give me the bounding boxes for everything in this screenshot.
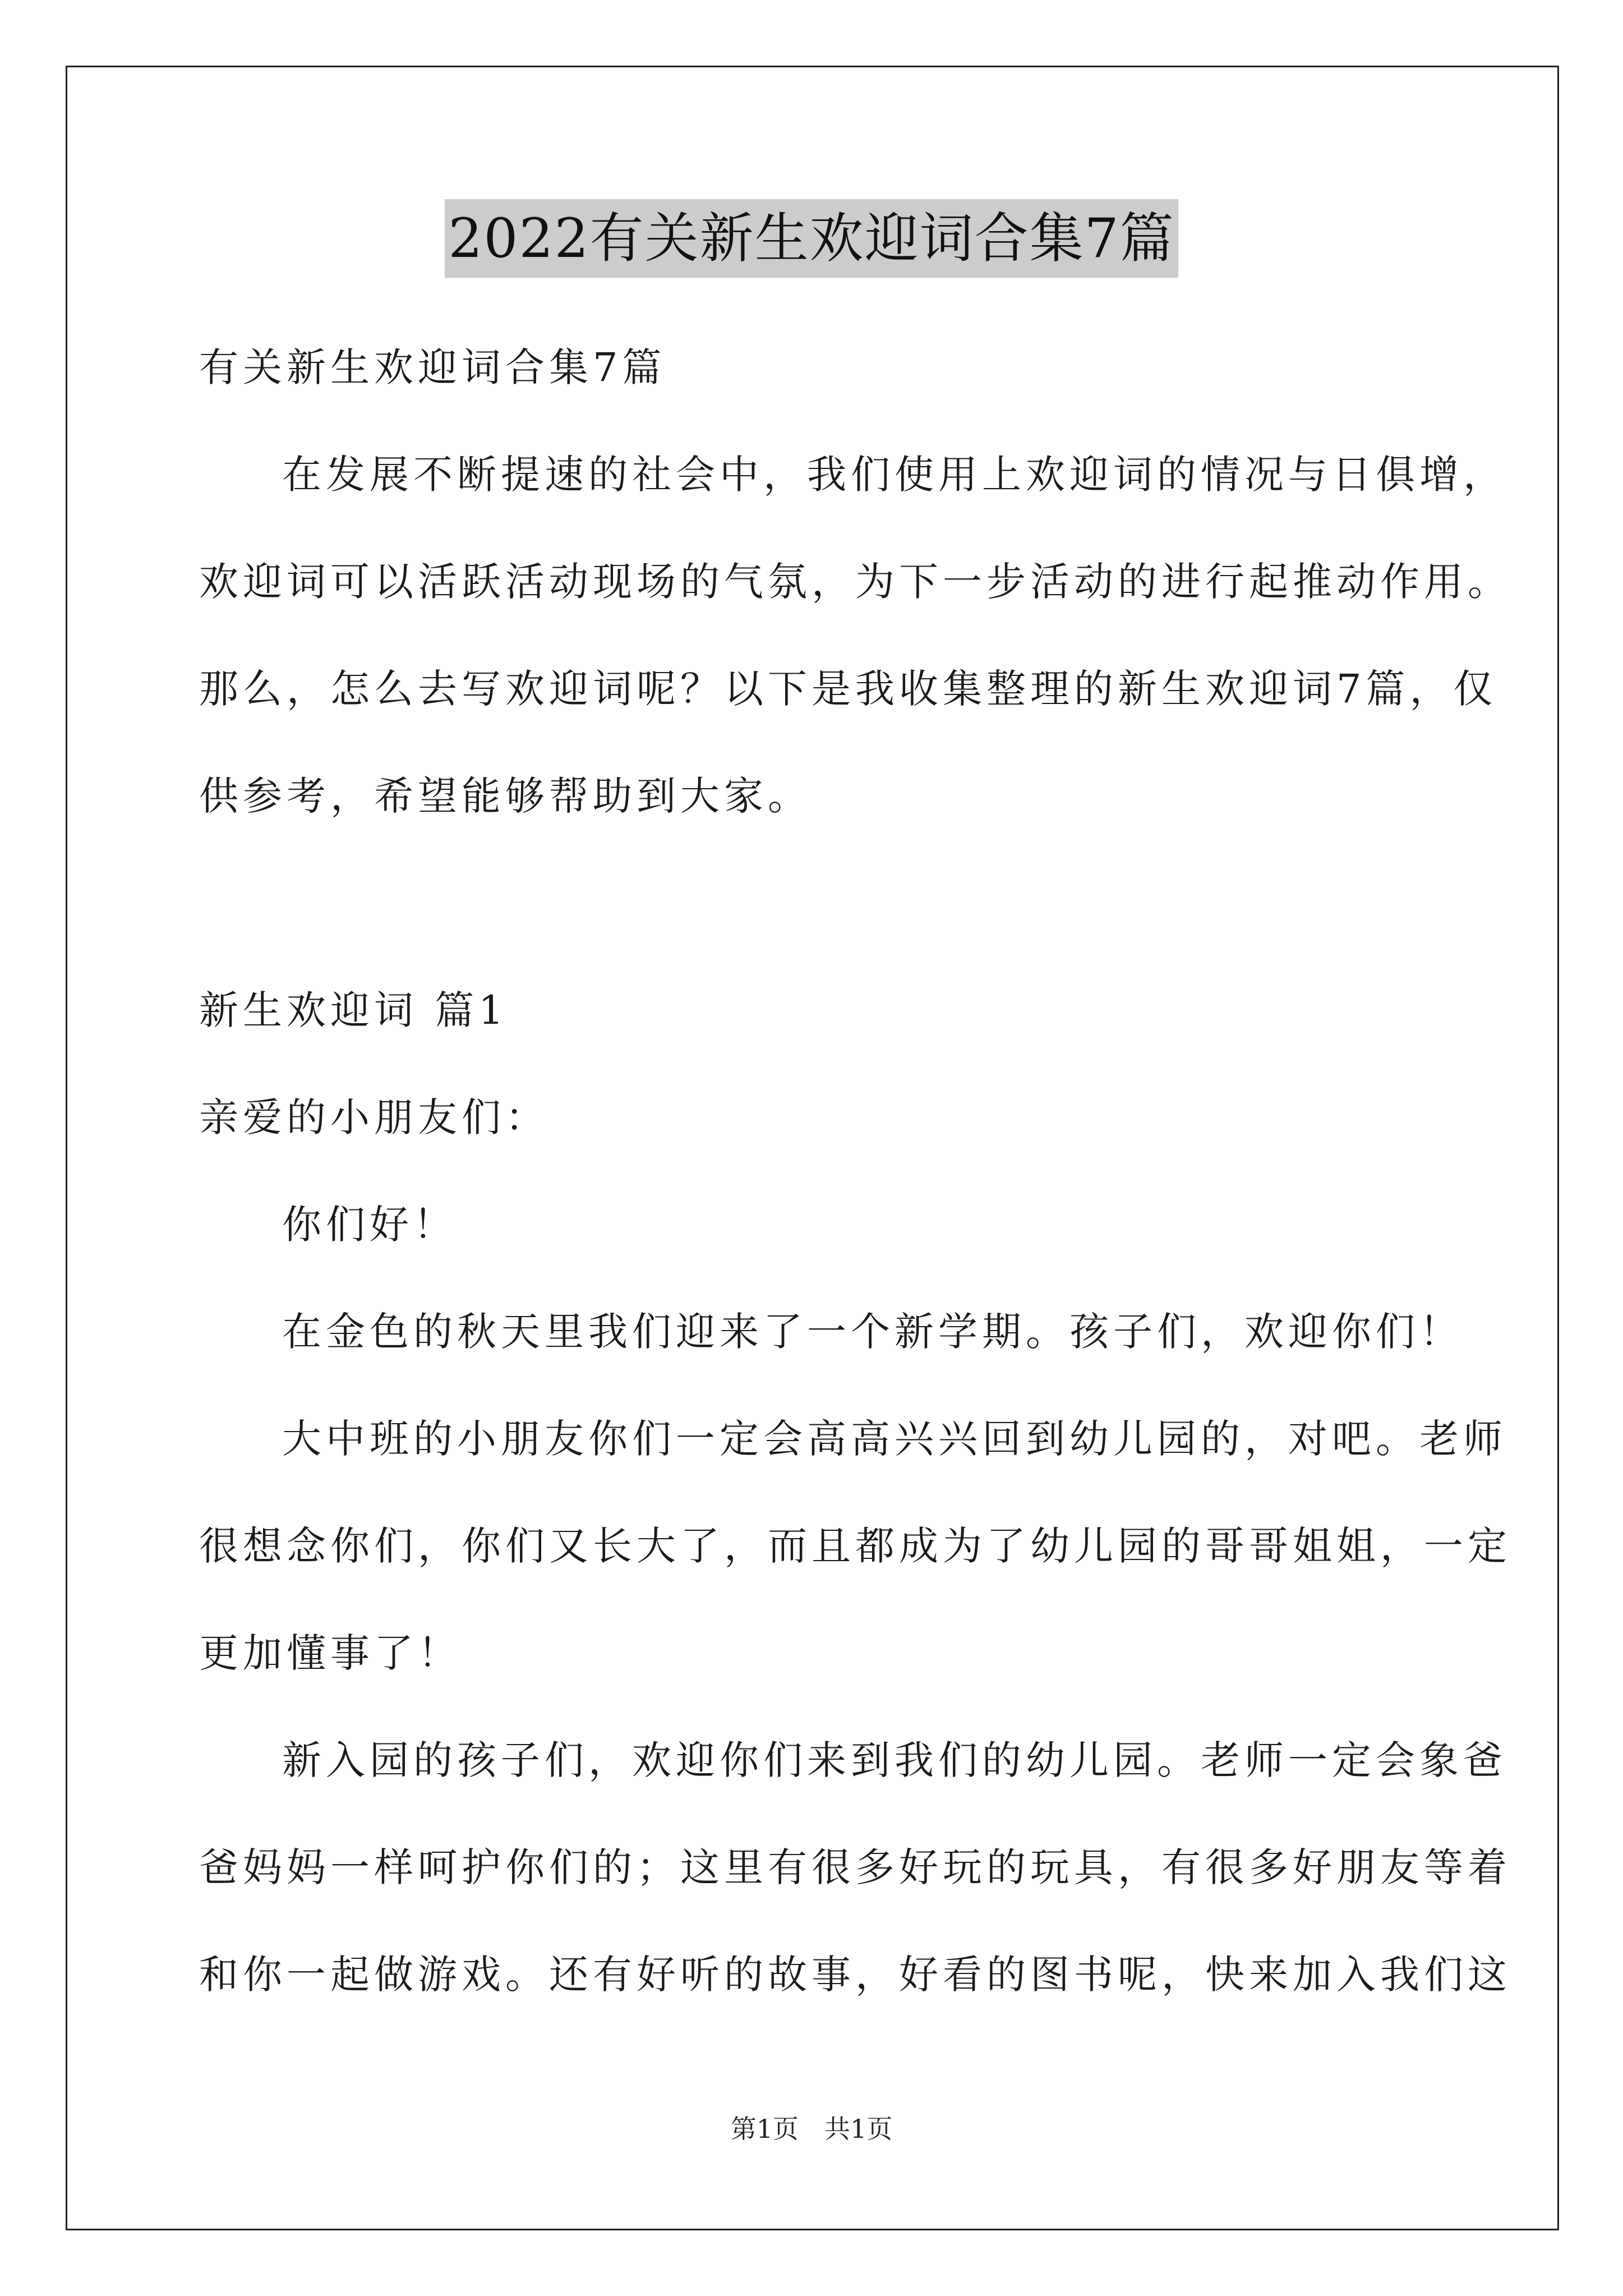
page-number-footer: 第1页 共1页	[730, 2114, 893, 2144]
paragraph-line: 在金色的秋天里我们迎来了一个新学期。孩子们，欢迎你们！	[282, 1309, 1463, 1355]
section-heading: 新生欢迎词 篇1	[199, 987, 508, 1033]
paragraph-line: 爸妈妈一样呵护你们的；这里有很多好玩的玩具，有很多好朋友等着	[199, 1844, 1511, 1890]
intro-line: 那么，怎么去写欢迎词呢？以下是我收集整理的新生欢迎词7篇，仅	[199, 666, 1497, 712]
salutation: 亲爱的小朋友们：	[199, 1094, 549, 1140]
document-subtitle: 有关新生欢迎词合集7篇	[199, 344, 666, 390]
paragraph-line: 更加懂事了！	[199, 1630, 462, 1676]
paragraph-line: 大中班的小朋友你们一定会高高兴兴回到幼儿园的，对吧。老师	[282, 1416, 1507, 1462]
paragraph-line: 和你一起做游戏。还有好听的故事，好看的图书呢，快来加入我们这	[199, 1952, 1511, 1998]
intro-line: 欢迎词可以活跃活动现场的气氛，为下一步活动的进行起推动作用。	[199, 559, 1511, 605]
document-title: 2022有关新生欢迎词合集7篇	[445, 199, 1178, 278]
blank-line	[199, 850, 1433, 957]
paragraph-line: 新入园的孩子们，欢迎你们来到我们的幼儿园。老师一定会象爸	[282, 1737, 1507, 1783]
document-body	[199, 314, 1511, 2028]
title-container	[0, 199, 1623, 278]
paragraph-line: 很想念你们，你们又长大了，而且都成为了幼儿园的哥哥姐姐，一定	[199, 1523, 1511, 1569]
intro-line: 供参考，希望能够帮助到大家。	[199, 773, 811, 819]
greeting: 你们好！	[282, 1202, 457, 1248]
intro-line: 在发展不断提速的社会中，我们使用上欢迎词的情况与日俱增，	[282, 452, 1507, 498]
